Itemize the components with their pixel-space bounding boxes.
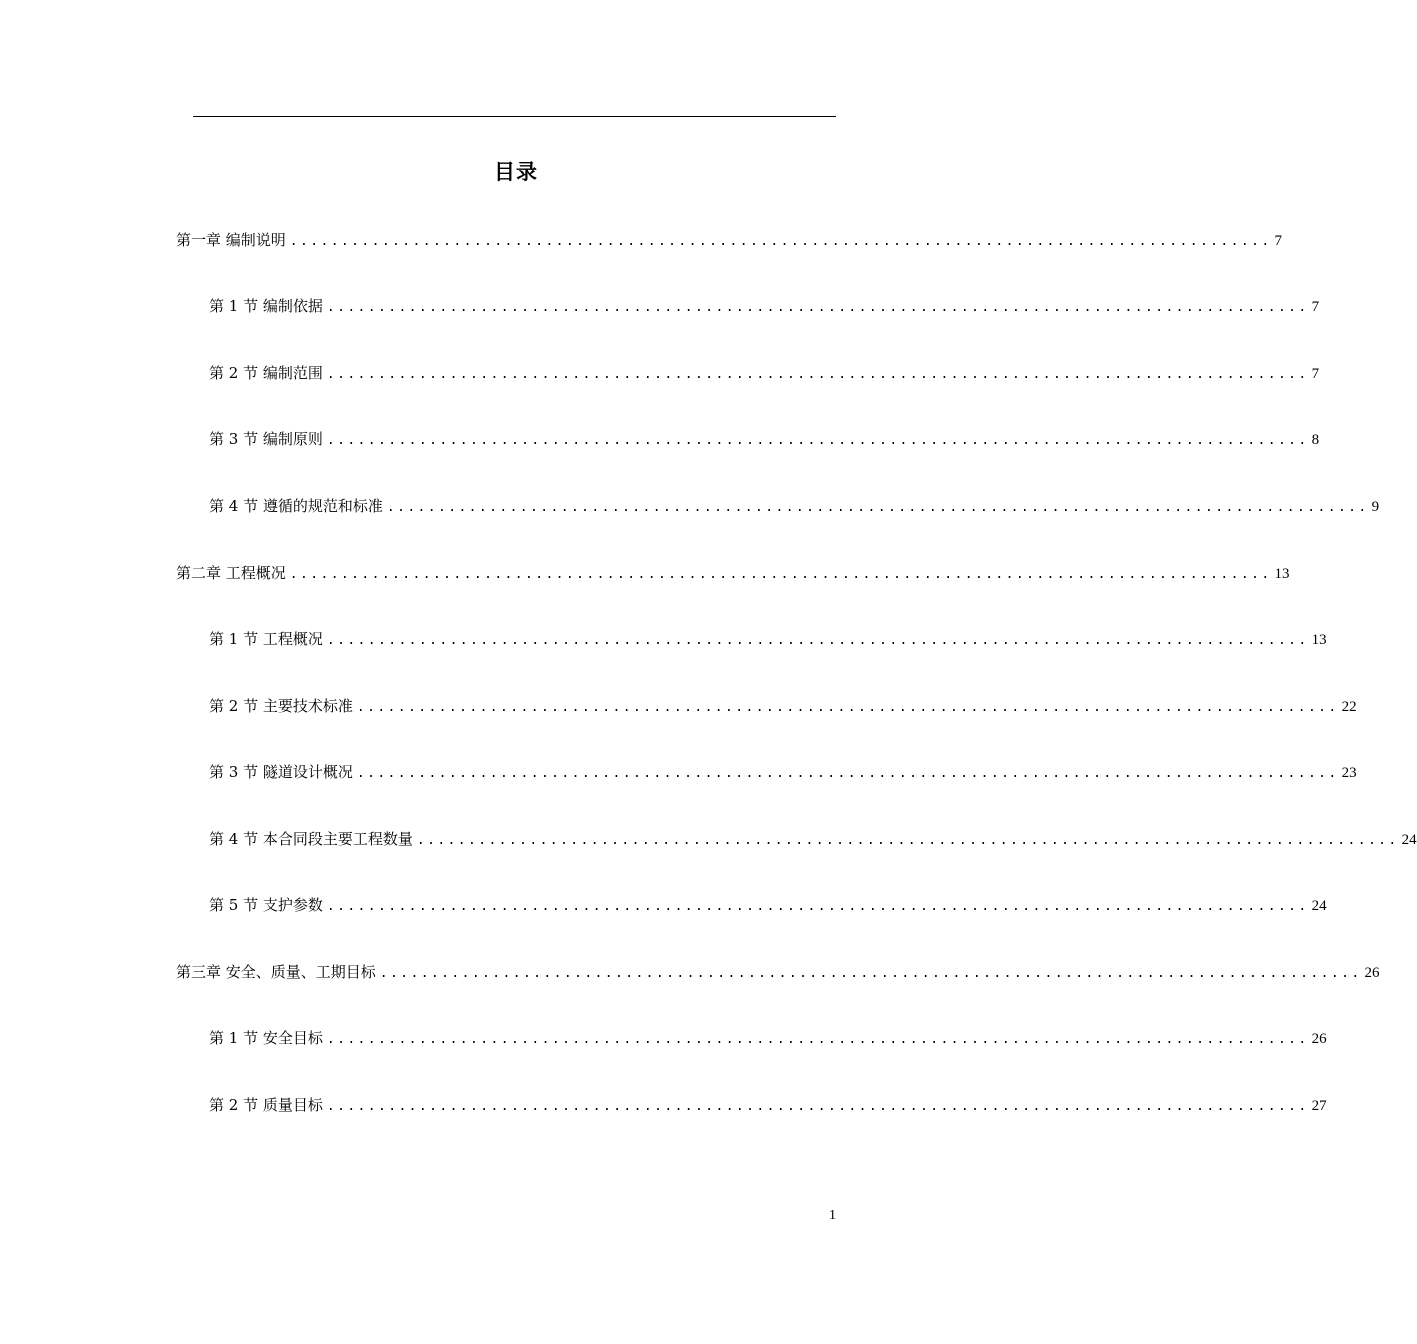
dot-leader: ................................................................................................ — [356, 766, 1339, 781]
toc-entry-page: 8 — [1311, 432, 1320, 448]
dot-leader: ................................................................................................ — [326, 899, 1309, 914]
toc-section-entry[interactable] — [209, 1027, 1327, 1049]
toc-entry-page: 13 — [1311, 632, 1327, 648]
toc-entry-page: 7 — [1311, 299, 1320, 315]
toc-entry-page: 27 — [1311, 1098, 1327, 1114]
toc-entry-page: 7 — [1311, 366, 1320, 382]
toc-entry-label: 第二章 工程概况 — [176, 564, 286, 582]
toc-entry-page: 23 — [1341, 765, 1357, 781]
toc-entry-label: 第 1 节 工程概况 — [209, 630, 323, 648]
dot-leader: ................................................................................................ — [356, 700, 1339, 715]
toc-section-entry[interactable] — [209, 295, 1320, 317]
dot-leader: ................................................................................................ — [379, 966, 1362, 981]
toc-entry-page: 24 — [1311, 898, 1327, 914]
toc-entry-page: 22 — [1341, 699, 1357, 715]
toc-section-entry[interactable] — [209, 761, 1357, 783]
toc-entry-label: 第 3 节 编制原则 — [209, 430, 323, 448]
toc-section-entry[interactable] — [209, 362, 1320, 384]
dot-leader: ................................................................................................ — [289, 567, 1272, 582]
dot-leader: ................................................................................................ — [386, 500, 1369, 515]
toc-entry-label: 第 1 节 安全目标 — [209, 1029, 323, 1047]
dot-leader: ................................................................................................ — [326, 633, 1309, 648]
toc-entry-page: 26 — [1311, 1031, 1327, 1047]
toc-section-entry[interactable] — [209, 1094, 1327, 1116]
toc-entry-label: 第 1 节 编制依据 — [209, 297, 323, 315]
dot-leader: ................................................................................................ — [326, 367, 1309, 382]
toc-entry-label: 第 2 节 编制范围 — [209, 364, 323, 382]
toc-entry-page: 7 — [1274, 233, 1283, 249]
dot-leader: ................................................................................................ — [326, 1032, 1309, 1047]
toc-chapter-entry[interactable] — [176, 961, 1380, 983]
toc-entry-page: 9 — [1371, 499, 1380, 515]
dot-leader: ................................................................................................ — [326, 300, 1309, 315]
toc-section-entry[interactable] — [209, 628, 1327, 650]
toc-entry-label: 第 4 节 遵循的规范和标准 — [209, 497, 383, 515]
toc-entry-label: 第 2 节 主要技术标准 — [209, 697, 353, 715]
dot-leader: ................................................................................................ — [326, 433, 1309, 448]
toc-section-entry[interactable] — [209, 495, 1380, 517]
dot-leader: ................................................................................................ — [416, 833, 1399, 848]
toc-section-entry[interactable] — [209, 695, 1357, 717]
toc-section-entry[interactable] — [209, 428, 1320, 450]
dot-leader: ................................................................................................ — [289, 234, 1272, 249]
toc-entry-label: 第 3 节 隧道设计概况 — [209, 763, 353, 781]
page-title: 目录 — [494, 160, 538, 184]
toc-section-entry[interactable] — [209, 894, 1327, 916]
dot-leader: ................................................................................................ — [326, 1099, 1309, 1114]
page-number: 1 — [829, 1208, 836, 1223]
toc-entry-label: 第一章 编制说明 — [176, 231, 286, 249]
toc-entry-page: 13 — [1274, 566, 1290, 582]
header-rule — [193, 116, 836, 117]
toc-chapter-entry[interactable] — [176, 562, 1290, 584]
toc-entry-page: 26 — [1364, 965, 1380, 981]
toc-entry-label: 第三章 安全、质量、工期目标 — [176, 963, 376, 981]
toc-entry-label: 第 4 节 本合同段主要工程数量 — [209, 830, 413, 848]
toc-entry-label: 第 2 节 质量目标 — [209, 1096, 323, 1114]
toc-entry-label: 第 5 节 支护参数 — [209, 896, 323, 914]
toc-section-entry[interactable] — [209, 828, 1417, 850]
toc-chapter-entry[interactable] — [176, 229, 1283, 251]
toc-entry-page: 24 — [1401, 832, 1417, 848]
